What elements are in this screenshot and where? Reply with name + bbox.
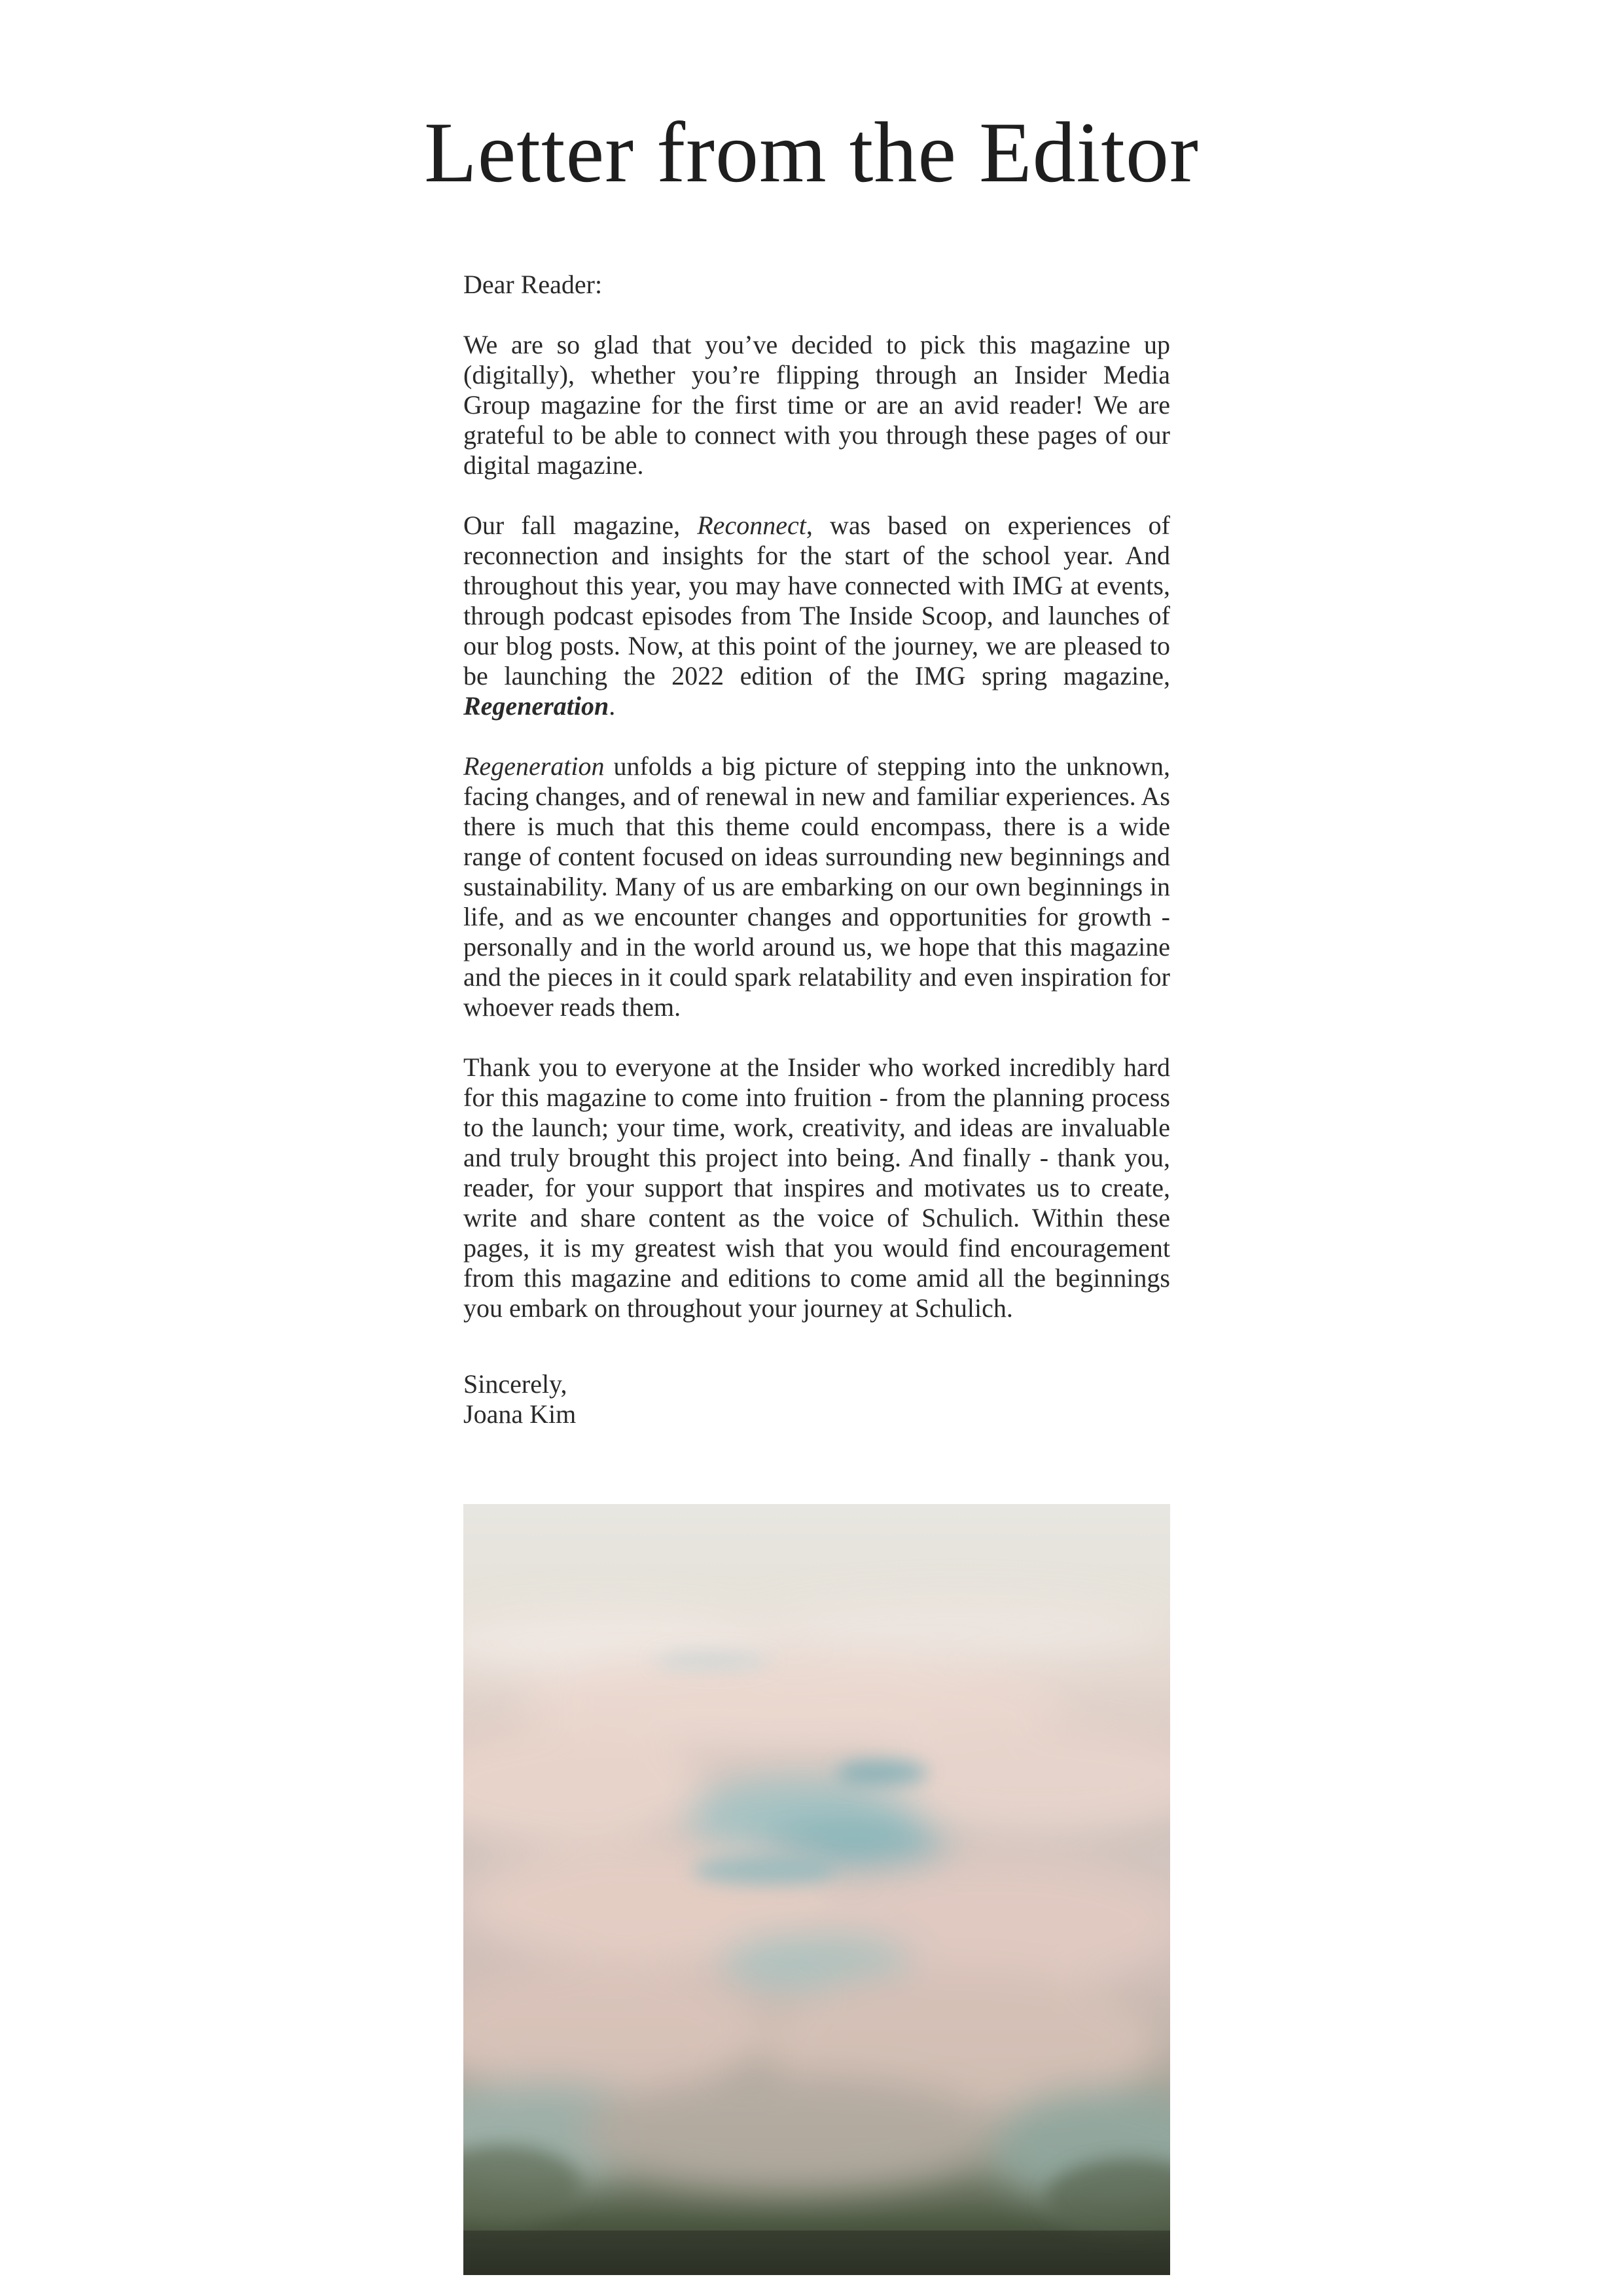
text-run: . [609,691,616,721]
cloud-texture [463,1504,1170,2275]
signature: Joana Kim [463,1399,577,1429]
regeneration-title: Regeneration [463,691,609,721]
paragraph-thanks: Thank you to everyone at the Insider who worked incredibly hard for this magazine to come into fruition - from the planning process to the launch; your time, work, creativity, and ideas are invaluable and truly brought this project into being. And finally - thank you, reader, for your support that inspires and motivates us to create, write and share content as the voice of Schulich. Within these pages, it is my greatest wish that you would find encouragement from this magazine and editions to come amid all the beginnings you embark on throughout your journey at Schulich. [463,1052,1170,1323]
letter-body [463,270,1170,1429]
signoff [463,1369,1170,1429]
closing: Sincerely, [463,1369,567,1399]
regeneration-title: Regeneration [463,751,605,781]
salutation: Dear Reader: [463,270,603,299]
paragraph-theme [463,751,1170,1022]
page-title: Letter from the Editor [424,104,1199,200]
aerial-clouds-photo [463,1504,1170,2275]
paragraph-intro: We are so glad that you’ve decided to pick this magazine up (digitally), whether you’re flipping through an Insider Media Group magazine for the first time or are an avid reader! We are grateful to be able to connect with you through these pages of our digital magazine. [463,330,1170,480]
text-run: unfolds a big picture of stepping into the unknown, facing changes, and of renewal in new and familiar experiences. As there is much that this theme could encompass, there is a wide range of content focused on ideas surrounding new beginnings and sustainability. Many of us are embarking on our own beginnings in life, and as we encounter changes and opportunities for growth - personally and in the world around us, we hope that this magazine and the pieces in it could spark relatability and even inspiration for whoever reads them. [463,751,1170,1022]
text-run: , was based on experiences of reconnection and insights for the start of the school year. And throughout this year, you may have connected with IMG at events, through podcast episodes from The Inside Scoop, and launches of our blog posts. Now, at this point of the journey, we are pleased to be launching the 2022 edition of the IMG spring magazine, [463,511,1171,691]
paragraph-fall-magazine [463,511,1170,721]
text-run: Our fall magazine, [463,511,698,540]
reconnect-title: Reconnect [697,511,806,540]
